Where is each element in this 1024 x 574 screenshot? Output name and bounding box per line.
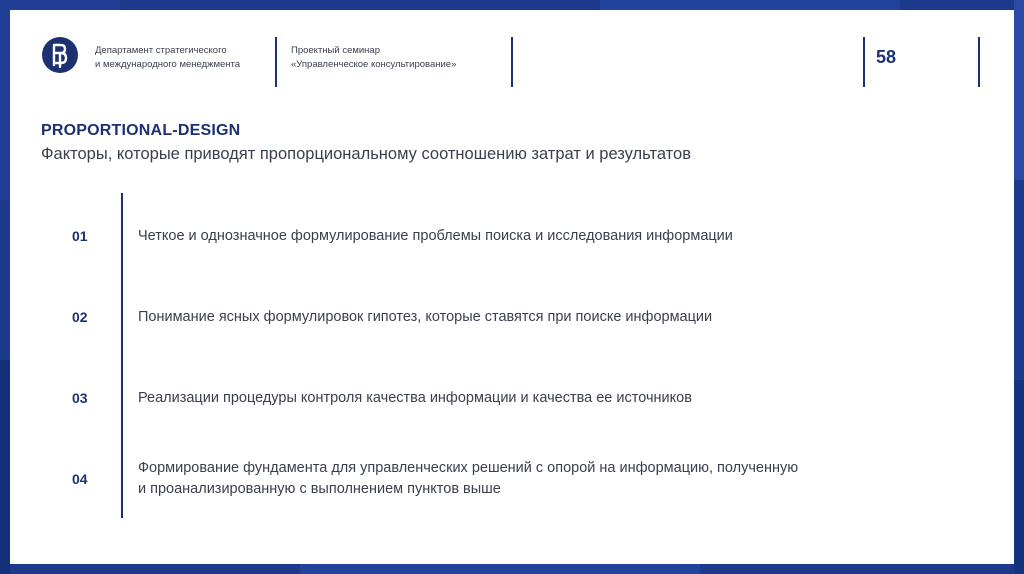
item-number-04: 04: [72, 471, 88, 487]
department-line-2: и международного менеджмента: [95, 59, 241, 70]
item-text-02: Понимание ясных формулировок гипотез, которые ставятся при поиске информации: [138, 309, 713, 325]
item-number-03: 03: [72, 390, 88, 406]
item-number-02: 02: [72, 309, 88, 325]
item-number-01: 01: [72, 228, 88, 244]
seminar-line-1: Проектный семинар: [291, 45, 380, 56]
slide-subtitle: Факторы, которые приводят пропорциональному соотношению затрат и результатов: [41, 145, 691, 163]
seminar-line-2: «Управленческое консультирование»: [291, 59, 457, 70]
header-divider-3: [863, 37, 865, 87]
item-text-04: [138, 458, 898, 500]
slide-title: PROPORTIONAL-DESIGN: [41, 122, 241, 139]
hse-logo-icon: [42, 37, 78, 73]
seminar-name: [291, 44, 456, 72]
header-divider-4: [978, 37, 980, 87]
department-line-1: Департамент стратегического: [95, 45, 227, 56]
slide: [10, 10, 1014, 564]
department-name: [95, 44, 240, 72]
item-text-01: Четкое и однозначное формулирование проблемы поиска и исследования информации: [138, 228, 733, 244]
item-text-03: Реализации процедуры контроля качества информации и качества ее источников: [138, 390, 692, 406]
item-text-04-line-2: и проанализированную с выполнением пунктов выше: [138, 481, 501, 497]
page-number: 58: [876, 47, 897, 67]
header-divider-2: [511, 37, 513, 87]
header-divider-1: [275, 37, 277, 87]
item-text-04-line-1: Формирование фундамента для управленческих решений с опорой на информацию, полученную: [138, 460, 799, 476]
list-divider: [121, 193, 123, 518]
